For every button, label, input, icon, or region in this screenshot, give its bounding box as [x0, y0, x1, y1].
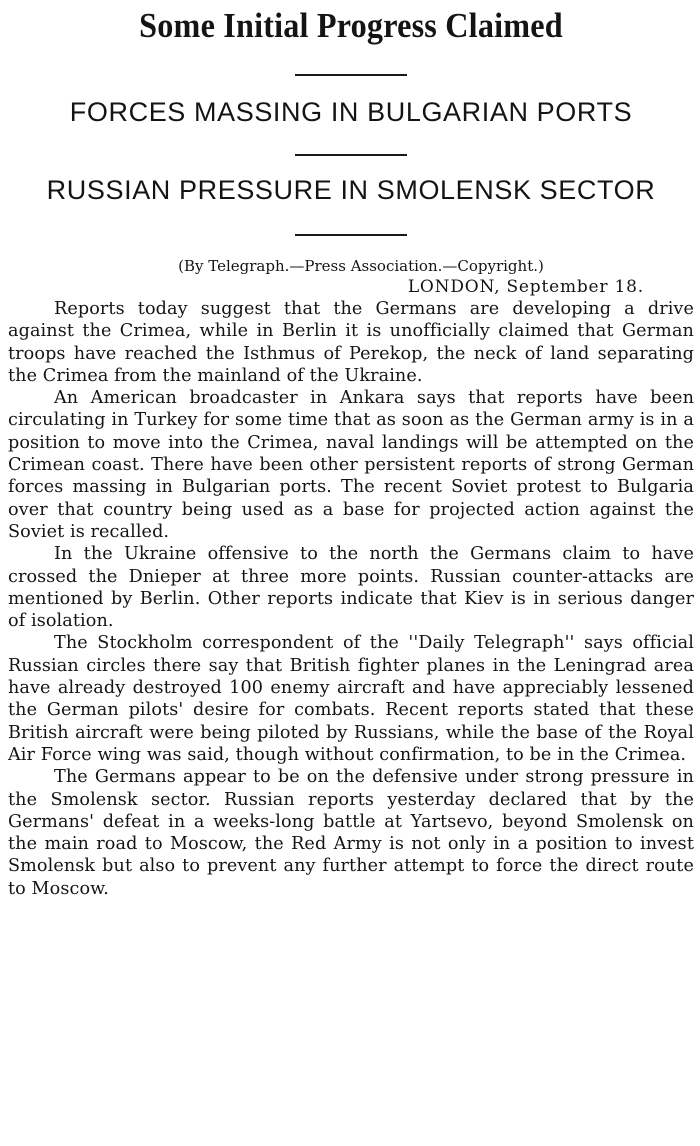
dateline: LONDON, September 18. — [407, 277, 644, 297]
article-paragraph: Reports today suggest that the Germans are developing a drive against the Crimea, while in Berlin it is unofficially claimed that German troops have reached the Isthmus of Perekop, the neck of land separating the Crimea from the mainland of the Ukraine. — [8, 299, 694, 386]
article-paragraph: The Germans appear to be on the defensive under strong pressure in the Smolensk sector. Russian reports yesterday declared that by the Germans' defeat in a weeks-long battle at Yartsevo, beyond Smolensk on the main road to Moscow, the Red Army is not only in a position to invest Smolensk but also to prevent any further attempt to force the direct route to Moscow. — [8, 767, 694, 899]
main-headline: Some Initial Progress Claimed — [139, 6, 563, 45]
article-paragraph: In the Ukraine offensive to the north the Germans claim to have crossed the Dnieper at three more points. Russian counter-attacks are mentioned by Berlin. Other reports indicate that Kiev is in serious danger of isolation. — [8, 544, 694, 632]
subheadline-smolensk-sector: RUSSIAN PRESSURE IN SMOLENSK SECTOR — [46, 175, 656, 205]
article-paragraph: An American broadcaster in Ankara says that reports have been circulating in Turkey for some time that as soon as the German army is in a position to move into the Crimea, naval landings will be attempted on the Crimean coast. There have been other persistent reports of strong German forces massing in Bulgarian ports. The recent Soviet protest to Bulgaria over that country being used as a base for projected action against the Soviet is recalled. — [8, 388, 694, 542]
article-body — [8, 298, 694, 900]
article-divider — [295, 234, 407, 236]
subheadline-divider — [295, 154, 407, 156]
subheadline-bulgarian-ports: FORCES MASSING IN BULGARIAN PORTS — [69, 97, 633, 127]
article-paragraph: The Stockholm correspondent of the ''Daily Telegraph'' says official Russian circles there say that British fighter planes in the Leningrad area have already destroyed 100 enemy aircraft and have appreciably lessened the German pilots' desire for combats. Recent reports stated that these British aircraft were being piloted by Russians, while the base of the Royal Air Force wing was said, though without confirmation, to be in the Crimea. — [8, 633, 694, 765]
headline-divider — [295, 74, 407, 76]
wire-credit: (By Telegraph.—Press Association.—Copyright.) — [178, 257, 544, 275]
